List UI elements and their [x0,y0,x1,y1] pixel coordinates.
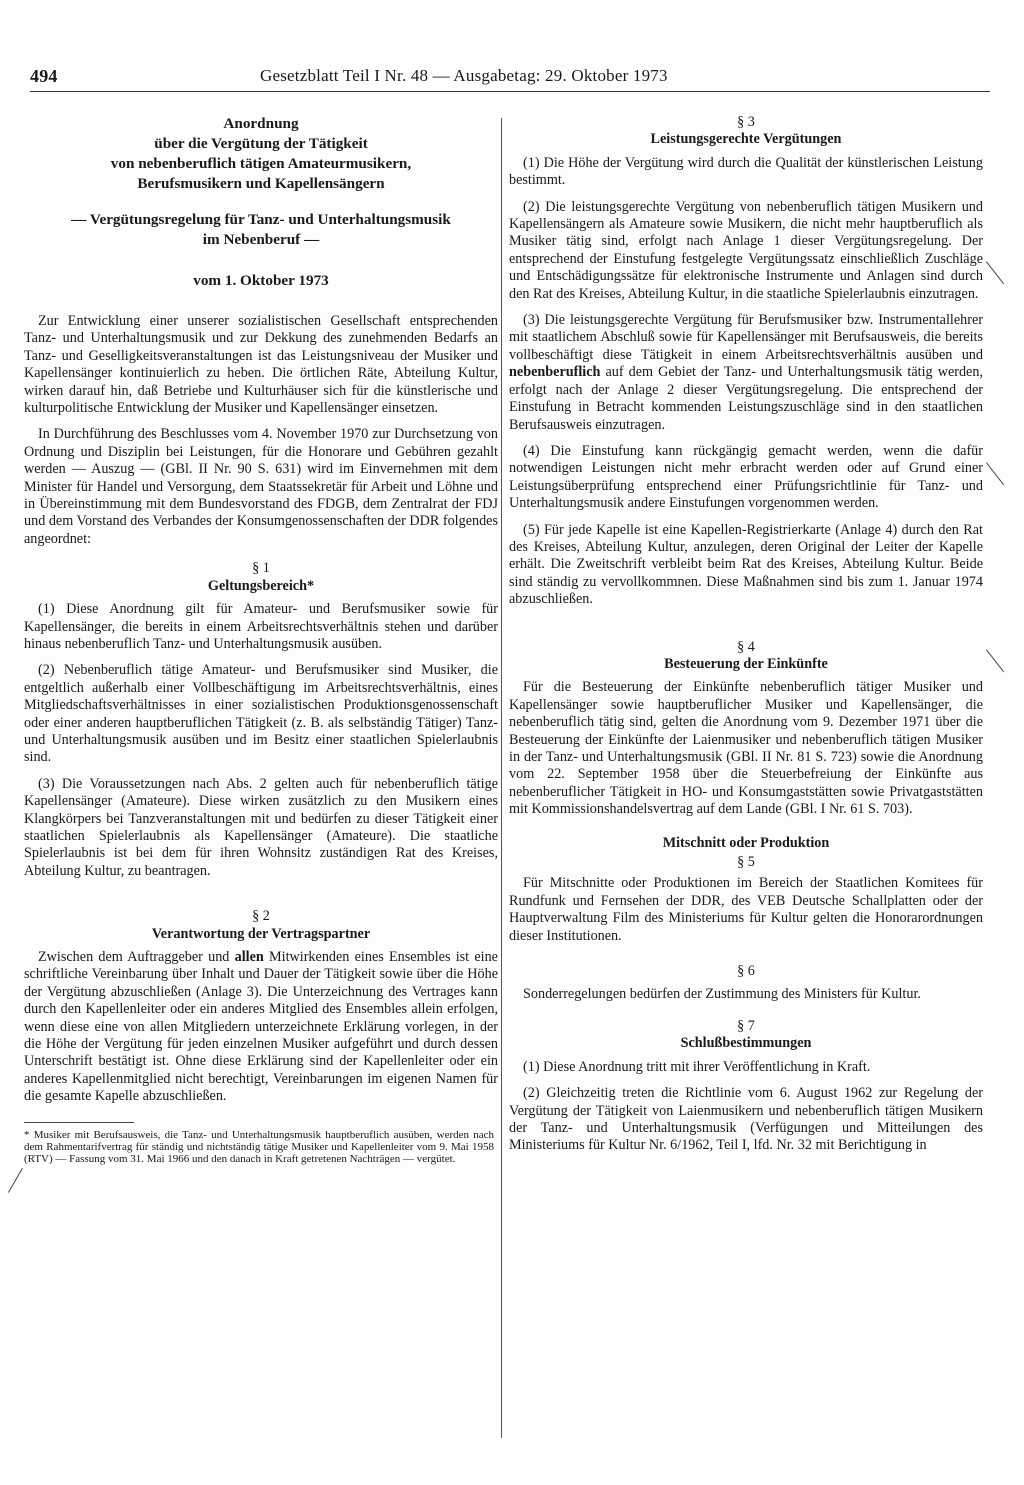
section-1-label: § 1 [252,560,270,577]
section-2-text-a: Zwischen dem Auftraggeber und [38,949,235,965]
section-3-paragraph-2: (2) Die leistungsgerechte Vergütung von nebenberuflich tätigen Musikern und Kapellensängern als Amateure sowie Musikern, die nicht mehr hauptberuflich als Musiker tätig sind, erfolgt nach Anlage 1 dieser Vergütungsregelung. Der entsprechend der Einstufung festgelegte Vergütungssatz einschließlich Zuschläge und Entschädigungssätze für elektronische Instrumente und Anlagen sind durch den Rat des Kreises, Abteilung Kultur, in die staatliche Spielerlaubnis einzutragen. [509,198,983,302]
page-number: 494 [30,66,58,86]
section-6-paragraph-1: Sonderregelungen bedürfen der Zustimmung des Ministers für Kultur. [523,986,921,1003]
title-block [24,114,498,291]
title-line-4: Berufsmusikern und Kapellensängern [137,175,385,192]
section-3-text-bold: nebenberuflich [509,364,601,381]
section-7-label: § 7 [737,1017,755,1034]
section-2-text-b: Mitwirkenden eines Ensembles ist eine schriftliche Vereinbarung über Inhalt und Dauer der Tätigkeit sowie über die Höhe der Vergütung abzuschließen (Anlage 3). Die Unterzeichnung des Vertrages kann durch den Kapellenleiter oder ein anderes Mitglied des Ensembles allein erfolgen, wenn diese eine von allen Mitgliedern unterzeichnete Erklärung vorlegen, in der die Höhe der Vergütung für jeden einzelnen Musiker aufgeführt und durch dessen Unterschrift bestätigt ist. Ohne diese Erklärung sind der Kapellenleiter oder ein anderes Kapellenmitglied nicht berechtigt, Vereinbarungen im eigenen Namen für die gesamte Kapelle abzuschließen. [24,949,498,1105]
section-7-paragraph-2: (2) Gleichzeitig treten die Richtlinie vom 6. August 1962 zur Regelung der Vergütung der Tätigkeit von Laienmusikern und nebenberuflich tätigen Musikern der Tanz- und Unterhaltungsmusik (Verfügungen und Mitteilungen des Ministeriums für Kultur Nr. 6/1962, Teil I, lfd. Nr. 32 mit Berichtigung in [509,1085,983,1154]
section-6-label: § 6 [737,963,755,980]
section-3-text-a: (3) Die leistungsgerechte Vergütung für Berufsmusiker bzw. Instrumentallehrer mit staatlichem Abschluß sowie für Kapellensänger mit Berufsausweis, die bereits vollbeschäftigt diese Tätigkeit in einem Arbeitsrechtsverhältnis ausüben und [509,312,983,363]
header-rule [30,91,990,92]
section-2-text-bold: allen [234,949,264,965]
subtitle-line-1: — Vergütungsregelung für Tanz- und Unterhaltungsmusik [71,211,451,228]
right-column [509,114,983,1155]
column-divider [501,118,502,1438]
left-column [24,114,498,1166]
section-4-label: § 4 [737,638,755,655]
section-3-paragraph-5: (5) Für jede Kapelle ist eine Kapellen-Registrierkarte (Anlage 4) durch den Rat des Kreises, Abteilung Kultur, anzulegen, deren Original der Leiter der Kapelle erhält. Die Zweitschrift verbleibt beim Rat des Kreises, Abteilung Kultur. Beide sind ständig zu vervollkommnen. Diese Maßnahmen sind bis zum 1. Januar 1974 abzuschließen. [509,521,983,608]
margin-mark-4 [8,1168,23,1193]
section-5-paragraph-1: Für Mitschnitte oder Produktionen im Bereich der Staatlichen Komitees für Rundfunk und Fernsehen der DDR, des VEB Deutsche Schallplatten oder der Hauptverwaltung Film des Ministeriums für Kultur gelten die Honorarordnungen dieser Institutionen. [509,875,983,944]
section-2-label: § 2 [252,908,270,925]
page-header [30,64,990,90]
margin-mark-2 [986,462,1004,485]
title-line-1: Anordnung [223,115,299,132]
title-line-3: von nebenberuflich tätigen Amateurmusikern, [110,155,412,172]
intro-paragraph-1: Zur Entwicklung einer unserer sozialistischen Gesellschaft entsprechenden Tanz- und Unterhaltungsmusik und zur Dekkung des zunehmenden Bedarfs an Tanz- und Geselligkeitsveranstaltungen ist das Leistungsniveau der Musiker und Kapellensänger kontinuierlich zu heben. Die örtlichen Räte, Abteilung Kultur, wirken darauf hin, daß Betriebe und Kulturhäuser sich für die künstlerische und kulturpolitische Entwicklung der Musiker und Kapellensänger einsetzen. [24,313,498,417]
margin-mark-3 [986,649,1004,672]
margin-mark-1 [986,261,1004,284]
section-4-title: Besteuerung der Einkünfte [664,655,828,672]
footnote-rule [24,1122,134,1129]
section-3-paragraph-1: (1) Die Höhe der Vergütung wird durch die Qualität der künstlerischen Leistung bestimmt. [509,154,983,189]
title-line-2: über die Vergütung der Tätigkeit [154,135,368,152]
section-4-paragraph-1: Für die Besteuerung der Einkünfte nebenberuflich tätiger Musiker und Kapellensänger sowie hauptberuflicher Musiker und Kapellensänger, die nebenberuflich tätig sind, gelten die Anordnung vom 9. Dezember 1971 über die Besteuerung der Einkünfte der Laienmusiker und nebenberuflich tätigen Musiker in der Tanz- und Unterhaltungsmusik (GBl. II Nr. 81 S. 723) sowie die Anordnung vom 22. September 1958 über die Steuerbefreiung der Einkünfte aus nebenberuflicher Tätigkeit in HO- und Konsumgaststätten sowie Privatgaststätten mit Kommissionshandelsvertrag auf dem Lande (GBl. I Nr. 61 S. 703). [509,679,983,818]
section-3-text-b: auf dem Gebiet der Tanz- und Unterhaltungsmusik tätig werden, erfolgt nach der Anlage 2 dieser Vergütungsregelung. Die entsprechend der Einstufung in Betracht kommenden Leistungszuschläge sind in den staatlichen Berufsausweis einzutragen. [509,364,983,433]
mitschnitt-heading: Mitschnitt oder Produktion [662,834,830,851]
gazette-title: Gesetzblatt Teil I Nr. 48 — Ausgabetag: 29. Oktober 1973 [260,66,668,85]
section-1-paragraph-1: (1) Diese Anordnung gilt für Amateur- und Berufsmusiker sowie für Kapellensänger, die bereits in einem Arbeitsrechtsverhältnis stehen und darüber hinaus nebenberuflich Tanz- und Unterhaltungsmusik ausüben. [24,601,498,652]
section-3-label: § 3 [737,114,755,130]
footnote: * Musiker mit Berufsausweis, die Tanz- und Unterhaltungsmusik hauptberuflich ausüben, werden nach dem Rahmentarifvertrag für ständig und nichtständig tätige Musiker und Kapellenleiter vom 9. Mai 1958 (RTV) — Fassung vom 31. Mai 1966 und den danach in Kraft getretenen Nachträgen — vergütet. [24,1128,494,1166]
section-7-paragraph-1: (1) Diese Anordnung tritt mit ihrer Veröffentlichung in Kraft. [523,1058,871,1075]
subtitle-line-2: im Nebenberuf — [202,231,320,248]
document-date: vom 1. Oktober 1973 [193,272,329,289]
section-1-paragraph-2: (2) Nebenberuflich tätige Amateur- und Berufsmusiker sind Musiker, die entgeltlich außerhalb einer Vollbeschäftigung im Arbeitsrechtsverhältnis, eines Mitgliedschaftsverhältnisses in einer sozialistischen Produktionsgenossenschaft oder einer anderen hauptberuflichen Tätigkeit (z. B. als selbständig Tätiger) Tanz- und Unterhaltungsmusik ausüben und im Besitz einer staatlichen Spielerlaubnis sind. [24,662,498,766]
section-7-title: Schlußbestimmungen [680,1035,812,1052]
section-3-paragraph-3 [509,312,983,434]
intro-paragraph-2: In Durchführung des Beschlusses vom 4. November 1970 zur Durchsetzung von Ordnung und Disziplin bei Leistungen, für die Honorare und Gebühren gezahlt werden — Auszug — (GBl. II Nr. 90 S. 631) wird im Einvernehmen mit dem Minister für Handel und Versorgung, dem Staatssekretär für Arbeit und Löhne und in Übereinstimmung mit dem Bundesvorstand des FDGB, dem Zentralrat der FDJ und dem Vorstand des Verbandes der Konsumgenossenschaften der DDR folgendes angeordnet: [24,426,499,547]
section-2-title: Verantwortung der Vertragspartner [151,925,371,942]
section-5-label: § 5 [737,854,755,871]
section-3-title: Leistungsgerechte Vergütungen [650,131,842,148]
section-1-title: Geltungsbereich* [207,577,315,594]
section-1-paragraph-3: (3) Die Voraussetzungen nach Abs. 2 gelten auch für nebenberuflich tätige Kapellensänger (Amateure). Diese wirken zusätzlich zu den Musikern eines Klangkörpers bei Tanzveranstaltungen mit und bedürfen zu dieser Tätigkeit einer staatlichen Spielerlaubnis als Kapellensänger (Amateure). Die staatliche Spielerlaubnis ist bei dem für ihren Wohnsitz zuständigen Rat des Kreises, Abteilung Kultur, zu beantragen. [24,775,498,879]
section-3-paragraph-4: (4) Die Einstufung kann rückgängig gemacht werden, wenn die dafür notwendigen Leistungen nicht mehr erbracht werden oder auf Grund einer Leistungsüberprüfung entsprechend einer Prüfungsrichtlinie für Tanz- und Unterhaltungsmusik andere Einstufungen vorgenommen werden. [509,442,983,512]
section-2-paragraph-1 [24,949,498,1106]
